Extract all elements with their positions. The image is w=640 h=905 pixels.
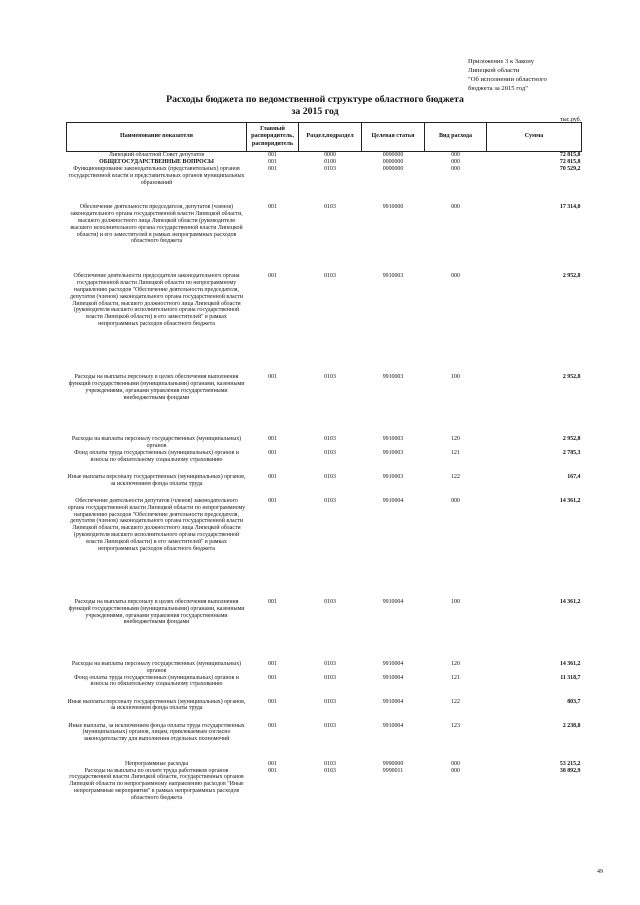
row-section-code: 0103: [324, 165, 336, 172]
row-manager-code: 001: [268, 435, 277, 442]
row-section-code: 0103: [324, 497, 336, 504]
row-manager-code: 001: [268, 674, 277, 681]
row-manager-code: 001: [268, 698, 277, 705]
row-section-code: 0103: [324, 598, 336, 605]
row-sum: 2 238,8: [562, 722, 581, 729]
row-target-code: 9990011: [382, 767, 404, 774]
row-section-code: 0103: [324, 449, 336, 456]
row-expense-type: 000: [451, 152, 460, 158]
row-sum: 53 215,2: [559, 760, 581, 767]
column-header-section: Раздел,подраздел: [299, 123, 362, 152]
row-sum: 2 952,8: [562, 272, 581, 279]
table-row: [67, 599, 582, 661]
row-expense-type: 123: [451, 722, 460, 729]
document-title: [150, 94, 480, 118]
row-expense-type: 100: [451, 598, 460, 605]
row-name: Иные выплаты персоналу государственных (муниципальных) органов, за исключением фонда оплаты труда: [67, 473, 246, 487]
row-name: Обеспечение деятельности председателя, депутатов (членов) законодательного органа государственной власти Липецкой области, высшего должностного лица Липецкой области (руководителя высшего исполнительного органа государственной власти Липецкой области) и его заместителей в рамках непрограммных расходов областного бюджета: [70, 203, 243, 245]
row-target-code: 0000000: [382, 165, 404, 172]
row-target-code: 9910000: [382, 203, 404, 210]
row-section-code: 0103: [324, 473, 336, 480]
table-body: [67, 152, 582, 830]
row-section-code: 0103: [324, 435, 336, 442]
table-row: [67, 474, 582, 498]
row-section-code: 0103: [324, 373, 336, 380]
row-name: Непрограммные расходы: [124, 760, 189, 767]
row-expense-type: 122: [451, 698, 460, 705]
table-header-row: [67, 123, 582, 152]
row-manager-code: 001: [268, 497, 277, 504]
row-manager-code: 001: [268, 165, 277, 172]
row-name: ОБЩЕГОСУДАРСТВЕННЫЕ ВОПРОСЫ: [99, 158, 214, 165]
row-sum: 167,4: [567, 473, 581, 480]
row-manager-code: 001: [268, 760, 277, 767]
row-name: Расходы на выплаты персоналу государственных (муниципальных) органов: [71, 660, 242, 674]
row-name: Обеспечение деятельности депутатов (членов) законодательного органа государственной власти Липецкой области по непрограммному направлению расходов "Обеспечение деятельности председателя, депутатов (членов) законодательного органа государственной власти Липецкой области, высшего должностного лица Липецкой области (руководителя высшего исполнительного органа государственной власти Липецкой области) и его заместителей" в рамках непрограммных расходов областного бюджета: [67, 497, 246, 553]
row-section-code: 0100: [324, 158, 336, 165]
row-expense-type: 121: [451, 449, 460, 456]
row-target-code: 9910003: [382, 272, 404, 279]
row-manager-code: 001: [268, 722, 277, 729]
row-target-code: 9910004: [382, 674, 404, 681]
row-sum: 803,7: [567, 698, 581, 705]
row-expense-type: 122: [451, 473, 460, 480]
row-expense-type: 000: [451, 165, 460, 172]
appendix-line: Приложение 3 к Закону: [468, 58, 535, 65]
row-sum: 38 892,9: [559, 767, 581, 774]
column-header-sum: Сумма: [487, 123, 582, 152]
table-row: [67, 661, 582, 675]
column-header-manager: Главный распорядитель, распорядитель: [247, 123, 299, 152]
table-row: [67, 723, 582, 761]
row-manager-code: 001: [268, 767, 277, 774]
row-name: Расходы на выплаты персоналу в целях обеспечения выполнения функций государственными (муниципальными) органами, казенными учреждениями, органами управления государственными внебюджетными фондами: [68, 598, 245, 626]
row-manager-code: 001: [268, 158, 277, 165]
row-name: Обеспечение деятельности председателя законодательного органа государственной власти Липецкой области по непрограммному направлению расходов "Обеспечение деятельности председателя, депутатов (членов) законодательного органа государственной власти Липецкой области, высшего должностного лица Липецкой области (руководителя высшего исполнительного органа государственной власти Липецкой области) и его заместителей" в рамках непрограммных расходов областного бюджета: [70, 272, 243, 328]
row-name: Функционирование законодательных (представительных) органов государственной власти и представительных органов муниципальных образований: [68, 165, 245, 186]
column-header-expense-type: Вид расхода: [425, 123, 487, 152]
row-sum: 17 314,0: [559, 203, 581, 210]
row-name: Фонд оплаты труда государственных (муниципальных) органов и взносы по обязательному социальному страхованию: [74, 674, 239, 688]
row-section-code: 0103: [324, 722, 336, 729]
table-row: [67, 675, 582, 699]
row-sum: 72 815,8: [559, 158, 581, 165]
row-target-code: 0000000: [382, 152, 404, 158]
appendix-line: Липецкой области: [468, 67, 520, 74]
row-sum: 2 785,3: [562, 449, 581, 456]
row-name: Фонд оплаты труда государственных (муниципальных) органов и взносы по обязательному социальному страхованию: [74, 449, 239, 463]
row-manager-code: 001: [268, 373, 277, 380]
table-row: [67, 152, 582, 159]
table-row: [67, 374, 582, 436]
row-sum: 70 529,2: [559, 165, 581, 172]
row-manager-code: 001: [268, 449, 277, 456]
row-section-code: 0103: [324, 674, 336, 681]
row-manager-code: 001: [268, 203, 277, 210]
row-expense-type: 120: [451, 660, 460, 667]
row-target-code: 9910004: [382, 497, 404, 504]
row-section-code: 0103: [324, 203, 336, 210]
row-manager-code: 001: [268, 660, 277, 667]
row-section-code: 0103: [324, 760, 336, 767]
table-row: [67, 761, 582, 768]
row-name: Расходы на выплаты по оплате труда работников органов государственной власти Липецкой области, государственных органов Липецкой области по непрограммному направлению расходов "Иные непрограммные мероприятия" в рамках непрограммных расходов областного бюджета: [69, 767, 244, 802]
row-sum: 14 361,2: [559, 660, 581, 667]
row-manager-code: 001: [268, 152, 277, 158]
row-target-code: 9910003: [382, 473, 404, 480]
row-target-code: 9910003: [382, 435, 404, 442]
row-manager-code: 001: [268, 272, 277, 279]
row-expense-type: 000: [451, 767, 460, 774]
row-target-code: 9990000: [382, 760, 404, 767]
column-header-name: Наименование показателя: [67, 123, 247, 152]
budget-table: [66, 122, 582, 830]
row-sum: 11 318,7: [560, 674, 581, 681]
row-section-code: 0103: [324, 767, 336, 774]
row-name: Иные выплаты персоналу государственных (муниципальных) органов, за исключением фонда оплаты труда: [67, 698, 246, 712]
row-manager-code: 001: [268, 598, 277, 605]
appendix-line: "Об исполнении областного: [468, 76, 547, 83]
row-sum: 2 952,8: [562, 373, 581, 380]
row-sum: 2 952,8: [562, 435, 581, 442]
title-line-2: за 2015 год: [291, 106, 339, 117]
row-section-code: 0103: [324, 272, 336, 279]
row-name: Расходы на выплаты персоналу государственных (муниципальных) органов: [71, 435, 242, 449]
row-sum: 72 815,8: [559, 152, 581, 158]
row-section-code: 0000: [324, 152, 336, 158]
row-sum: 14 361,2: [559, 598, 581, 605]
appendix-line: бюджета за 2015 год": [468, 85, 528, 92]
table-row: [67, 166, 582, 204]
row-expense-type: 100: [451, 373, 460, 380]
row-sum: 14 361,2: [559, 497, 581, 504]
unit-label: тыс.руб.: [560, 117, 582, 123]
row-target-code: 0000000: [382, 158, 404, 165]
row-name: Липецкий областной Совет депутатов: [108, 152, 205, 158]
row-target-code: 9910004: [382, 660, 404, 667]
row-expense-type: 000: [451, 203, 460, 210]
row-target-code: 9910003: [382, 449, 404, 456]
title-line-1: Расходы бюджета по ведомственной структуре областного бюджета: [166, 94, 464, 105]
row-expense-type: 000: [451, 158, 460, 165]
row-target-code: 9910003: [382, 373, 404, 380]
row-section-code: 0103: [324, 698, 336, 705]
row-name: Расходы на выплаты персоналу в целях обеспечения выполнения функций государственными (муниципальными) органами, казенными учреждениями, органами управления государственными внебюджетными фондами: [68, 373, 245, 401]
row-expense-type: 000: [451, 272, 460, 279]
row-target-code: 9910004: [382, 722, 404, 729]
table-row: [67, 699, 582, 723]
page-number: 49: [597, 869, 603, 875]
row-expense-type: 121: [451, 674, 460, 681]
row-expense-type: 120: [451, 435, 460, 442]
table-row: [67, 159, 582, 166]
row-section-code: 0103: [324, 660, 336, 667]
row-name: Иные выплаты, за исключением фонда оплаты труда государственных (муниципальных) органов, лицам, привлекаемым согласно законодательству для выполнения отдельных полномочий: [68, 722, 245, 743]
row-target-code: 9910004: [382, 598, 404, 605]
column-header-target: Целевая статья: [362, 123, 425, 152]
table-row: [67, 204, 582, 273]
row-expense-type: 000: [451, 760, 460, 767]
table-row: [67, 498, 582, 599]
row-manager-code: 001: [268, 473, 277, 480]
row-target-code: 9910004: [382, 698, 404, 705]
table-row: [67, 273, 582, 374]
table-row: [67, 436, 582, 450]
row-expense-type: 000: [451, 497, 460, 504]
appendix-note: [468, 57, 628, 93]
table-row: [67, 768, 582, 830]
table-row: [67, 450, 582, 474]
